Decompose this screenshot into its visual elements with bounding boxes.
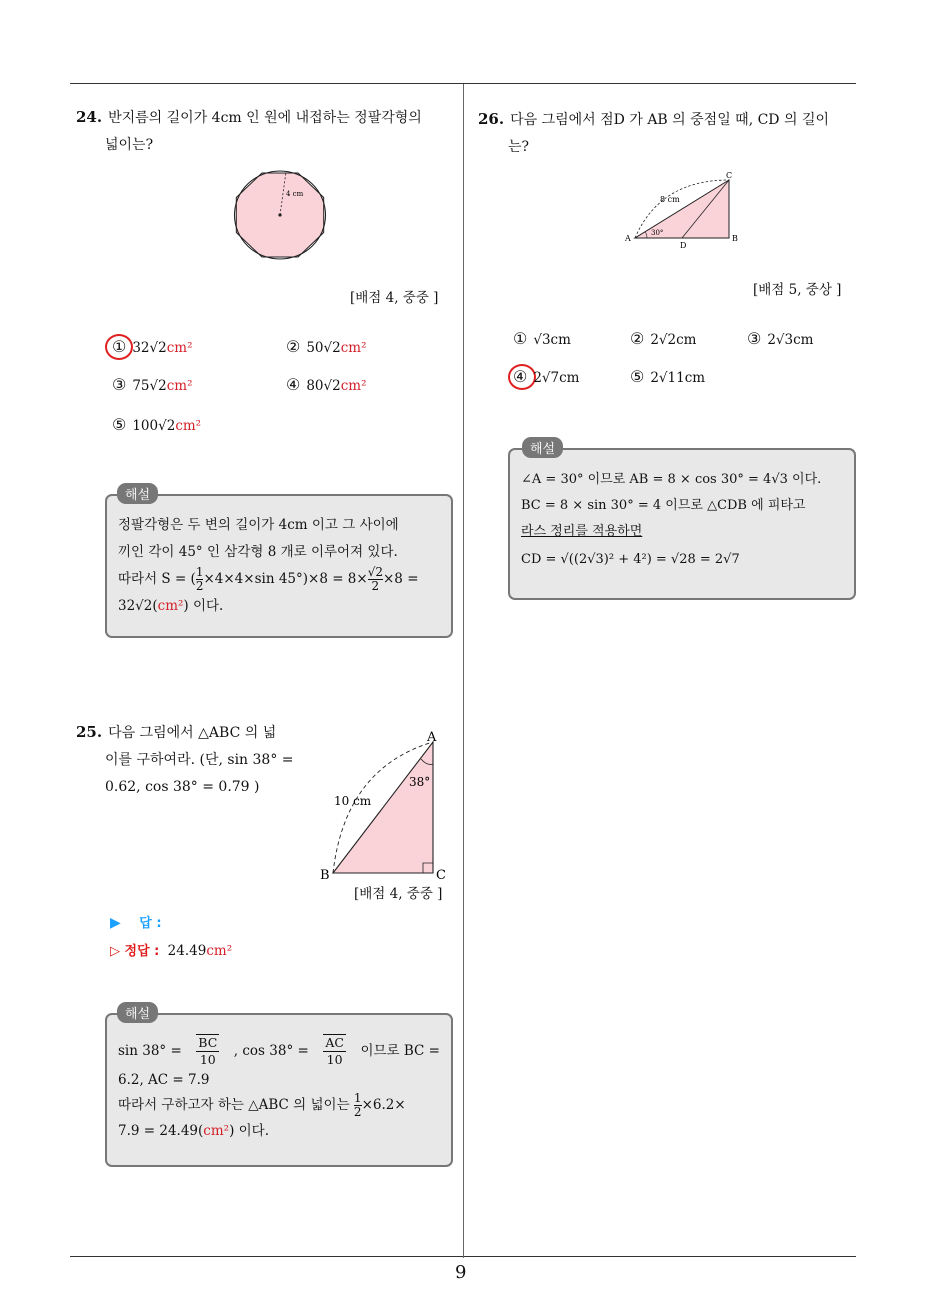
vertex-a: A	[427, 730, 437, 745]
q26-option-3[interactable]: ③ 2√3cm	[747, 329, 814, 348]
q24-option-2[interactable]: ② 50√2cm²	[286, 337, 367, 356]
q25-correct-line: ▷ 정답 : 24.49cm²	[110, 943, 233, 959]
angle-label: 30°	[651, 229, 664, 237]
vertex-c: C	[436, 868, 446, 883]
q26-score: [배점 5, 중상 ]	[753, 282, 842, 298]
vertex-c: C	[726, 171, 733, 180]
question-text: 다음 그림에서 점D 가 AB 의 중점일 때, CD 의 길이	[510, 112, 830, 128]
q24-solution-text: 정팔각형은 두 변의 길이가 4cm 이고 그 사이에 끼인 각이 45° 인 삼각형 8 개로 이루어져 있다. 따라서 S = ( $\frac{1}{2}$ ×4×4×sin 45°)×8 = 8× $\frac{√2}{2}$ ×8 = 32√2(cm²) 이다.	[118, 517, 419, 614]
solution-tag: 해설	[117, 483, 158, 504]
q26-option-4[interactable]: ④ 2√7cm	[513, 367, 580, 386]
q26-option-1[interactable]: ① √3cm	[513, 329, 571, 348]
q26-option-2[interactable]: ② 2√2cm	[630, 329, 697, 348]
solution-tag: 해설	[117, 1002, 158, 1023]
question-text: 다음 그림에서 △ABC 의 넓	[108, 725, 277, 741]
question-text: 이를 구하여라. (단, sin 38° =	[105, 752, 294, 768]
solution-tag: 해설	[522, 437, 563, 458]
q25-score: [배점 4, 중중 ]	[354, 886, 443, 902]
q25-answer-line: ▶ 답 :	[110, 915, 162, 931]
question-text: 반지름의 길이가 4cm 인 원에 내접하는 정팔각형의	[108, 110, 422, 126]
center-point	[278, 213, 281, 216]
q25-solution-text: sin 38° = $\frac{BC}{10}$ , cos 38° = $\frac{AC}{10}$ 이므로 BC = 6.2, AC = 7.9 따라서 구하고자 하는 △ABC 의 넓이는 $\frac{1}{2}$ ×6.2× 7.9 = 24.49(cm²) 이다.	[118, 1035, 440, 1139]
column-divider	[463, 84, 464, 1258]
question-number: 24.	[76, 108, 103, 126]
vertex-b: B	[732, 234, 738, 243]
q24-score: [배점 4, 중중 ]	[350, 290, 439, 306]
vertex-a: A	[625, 234, 631, 243]
triangle-acb-figure	[620, 168, 745, 252]
q24-option-3[interactable]: ③ 75√2cm²	[112, 375, 193, 394]
side-label: 8 cm	[660, 195, 680, 204]
vertex-d: D	[680, 241, 687, 250]
q26-option-5[interactable]: ⑤ 2√11cm	[630, 367, 706, 386]
question-text: 는?	[508, 139, 530, 155]
question-text: 넓이는?	[105, 137, 154, 153]
page-number: 9	[455, 1262, 467, 1283]
vertex-b: B	[320, 868, 330, 883]
angle-label: 38°	[409, 775, 431, 789]
side-label: 10 cm	[334, 794, 372, 808]
triangle-abc-figure	[315, 728, 460, 883]
octagon-figure	[228, 165, 334, 265]
question-number: 25.	[76, 723, 103, 741]
q26-solution-text: ∠A = 30° 이므로 AB = 8 × cos 30° = 4√3 이다. BC = 8 × sin 30° = 4 이므로 △CDB 에 피타고 라스 정리를 적용하면 CD = √((2√3)² + 4²) = √28 = 2√7	[521, 472, 822, 567]
question-text: 0.62, cos 38° = 0.79 )	[105, 779, 260, 795]
q24-option-5[interactable]: ⑤ 100√2cm²	[112, 415, 202, 434]
question-number: 26.	[478, 110, 505, 128]
q24-option-4[interactable]: ④ 80√2cm²	[286, 375, 367, 394]
radius-label: 4 cm	[286, 190, 304, 198]
q26-stem	[478, 106, 863, 161]
play-icon: ▶	[110, 915, 121, 931]
q24-option-1[interactable]: ① 32√2cm²	[112, 337, 193, 356]
q24-stem	[76, 104, 456, 159]
q25-stem	[76, 719, 316, 801]
